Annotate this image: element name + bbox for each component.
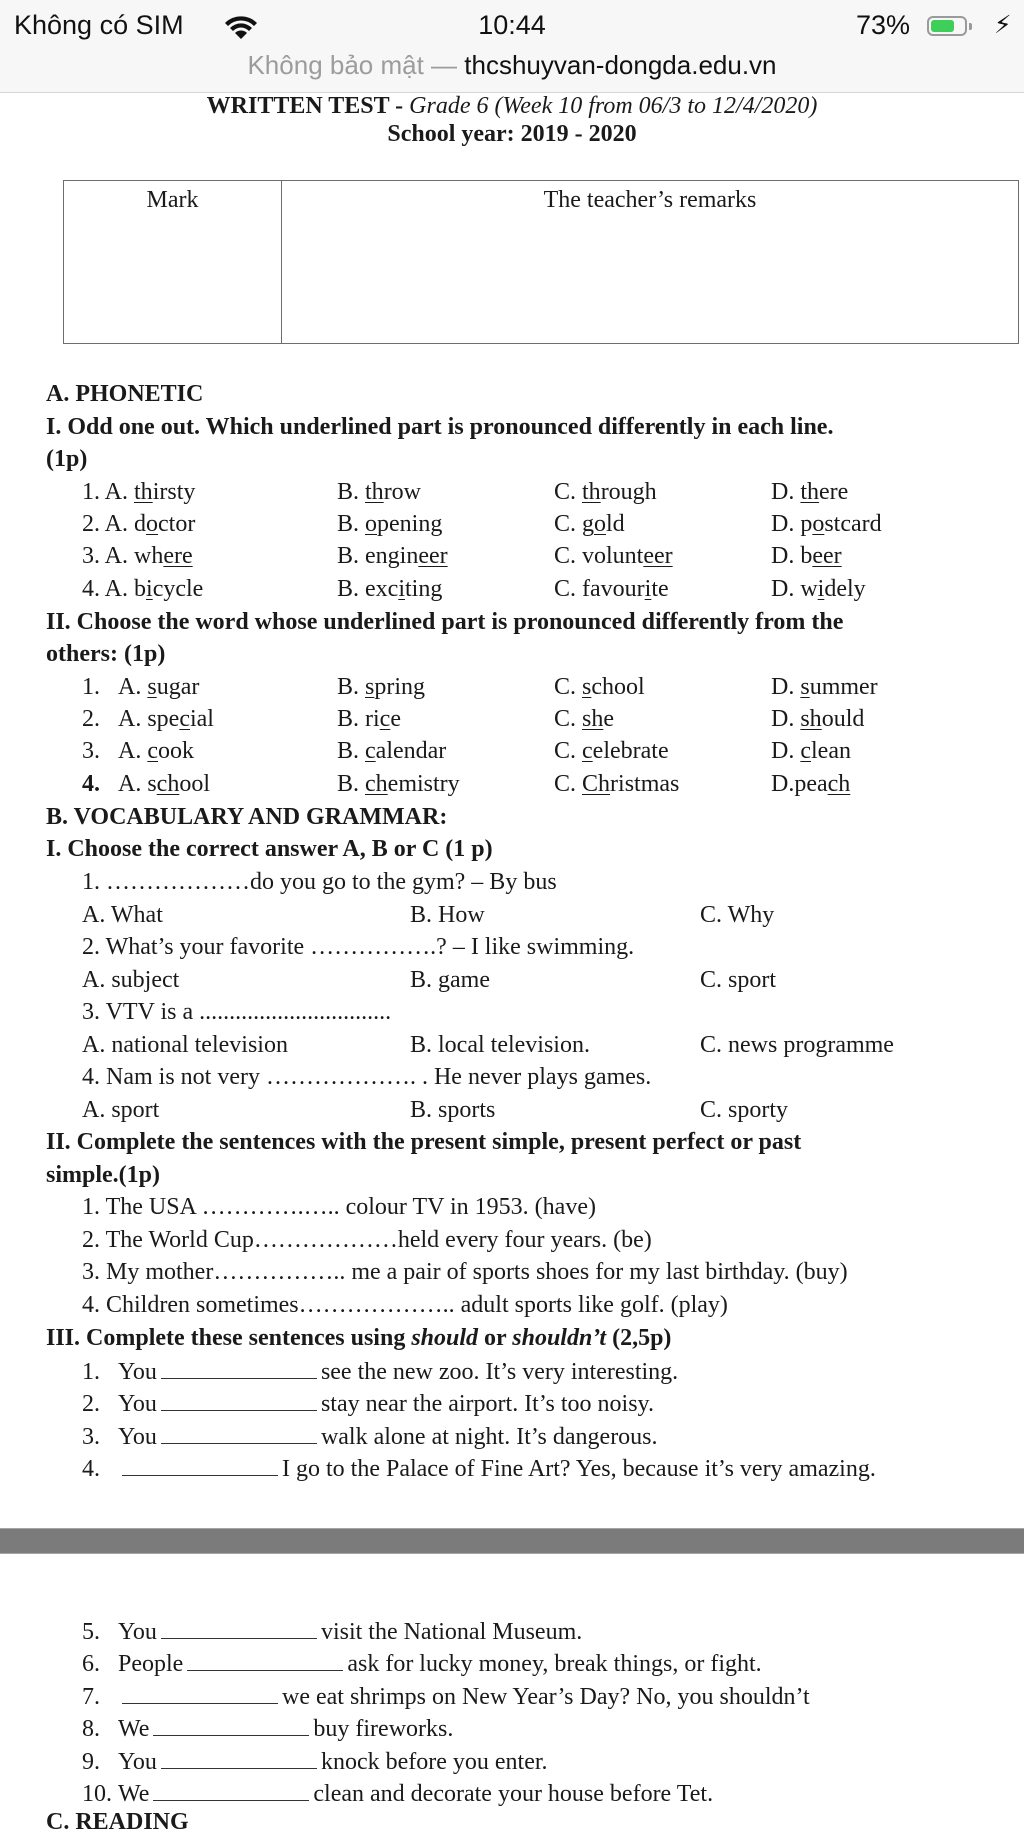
option-word-pre: B.: [337, 674, 366, 700]
option-word-underlined: ch: [365, 771, 388, 797]
answer-option[interactable]: B. sports: [410, 1096, 496, 1123]
test-title-bold: WRITTEN TEST -: [206, 93, 410, 119]
option-word: [554, 479, 657, 505]
option-word-underlined: ere: [163, 543, 193, 569]
option-word-pre: C.: [554, 738, 583, 764]
section-b-title: B. VOCABULARY AND GRAMMAR:: [46, 804, 448, 830]
item-text: I go to the Palace of Fine Art? Yes, because it’s very amazing.: [282, 1456, 876, 1482]
page-break-separator: [0, 1528, 1024, 1554]
battery-percent: 73%: [856, 10, 911, 40]
option-word-underlined: eer: [643, 543, 673, 569]
option-word: [337, 576, 442, 602]
option-word: [771, 738, 851, 764]
option-word-pre: B. engin: [337, 543, 419, 569]
option-word-post: chool: [591, 674, 645, 700]
option-word-underlined: c: [379, 706, 391, 732]
phonetic-option-b: [337, 671, 425, 704]
carrier-label: Không có SIM: [14, 10, 184, 40]
item-text: stay near the airport. It’s too noisy.: [320, 1391, 654, 1417]
option-word: [337, 511, 442, 537]
option-word-underlined: th: [582, 479, 601, 505]
part-b2-heading: II. Complete the sentences with the present simple, present perfect or past: [46, 1129, 802, 1155]
question-number: 4.: [82, 771, 100, 797]
part-a2-heading-points: others: (1p): [46, 641, 166, 667]
option-word: [771, 706, 864, 732]
item-number: 4.: [82, 1456, 100, 1482]
phonetic-option-c: [554, 573, 669, 606]
part-a1-heading: I. Odd one out. Which underlined part is pronounced differently in each line.: [46, 414, 834, 440]
charging-bolt-icon: ⚡︎: [994, 11, 1012, 39]
phonetic-option-b: [337, 573, 442, 606]
option-word-pre: D. b: [771, 543, 813, 569]
part-b3-heading: [46, 1322, 671, 1355]
tense-item: 3. My mother…………….. me a pair of sports shoes for my last birthday. (buy): [82, 1259, 848, 1285]
option-word: [771, 543, 842, 569]
option-word-post: ere: [819, 479, 849, 505]
option-word-post: dely: [824, 576, 866, 602]
phonetic-option-a: [82, 735, 194, 768]
option-word-underlined: i: [644, 576, 652, 602]
part-b3-heading-should: should: [411, 1325, 479, 1351]
question-text: 1. ………………do you go to the gym? – By bus: [82, 869, 557, 895]
option-word-post: ook: [158, 738, 194, 764]
phonetic-option-a: [82, 508, 195, 541]
should-item: [82, 1419, 658, 1454]
answer-blank[interactable]: [161, 1419, 317, 1444]
answer-option[interactable]: A. national television: [82, 1031, 288, 1058]
option-word-underlined: sh: [800, 706, 822, 732]
phonetic-option-c: [554, 476, 657, 509]
item-text: knock before you enter.: [320, 1749, 548, 1775]
question-text: 2. What’s your favorite …………….? – I like swimming.: [82, 934, 635, 960]
browser-top-bar: [0, 0, 1024, 93]
option-word-underlined: s: [365, 674, 375, 700]
option-word-pre: C.: [554, 706, 583, 732]
answer-option[interactable]: B. How: [410, 901, 485, 928]
option-word-underlined: o: [365, 511, 378, 537]
item-text: walk alone at night. It’s dangerous.: [320, 1424, 658, 1450]
option-word: [337, 479, 421, 505]
option-word-underlined: c: [800, 738, 811, 764]
status-bar: [0, 8, 1024, 44]
option-word: [554, 738, 669, 764]
option-word-underlined: c: [365, 738, 376, 764]
item-text: clean and decorate your house before Tet.: [313, 1781, 714, 1807]
section-a-title: A. PHONETIC: [46, 381, 204, 407]
answer-option[interactable]: C. Why: [700, 901, 775, 928]
option-word-underlined: Ch: [582, 771, 611, 797]
url-host[interactable]: thcshuyvan-dongda.edu.vn: [464, 50, 777, 80]
should-item: [82, 1451, 876, 1486]
option-word-underlined: o: [594, 511, 607, 537]
phonetic-option-d: [771, 476, 848, 509]
option-word-pre: C. favour: [554, 576, 645, 602]
option-word-underlined: o: [146, 511, 159, 537]
option-word: [134, 543, 193, 569]
option-word-post: ld: [606, 511, 625, 537]
phonetic-option-a: [82, 768, 210, 801]
should-item: [82, 1711, 453, 1746]
question-number: 1.: [82, 674, 100, 700]
option-word-post: lean: [811, 738, 851, 764]
phonetic-option-d: [771, 540, 842, 573]
option-word: [771, 479, 848, 505]
phonetic-option-d: [771, 573, 866, 606]
option-word-pre: D. p: [771, 511, 813, 537]
security-label: Không bảo mật —: [247, 50, 458, 80]
option-word-post: ctor: [158, 511, 196, 537]
option-word-pre: d: [134, 511, 147, 537]
item-subject: You: [118, 1619, 157, 1645]
option-word-pre: D.pea: [771, 771, 828, 797]
option-word: [337, 706, 401, 732]
option-word: [554, 706, 614, 732]
option-word-post: rough: [600, 479, 657, 505]
option-word-post: elebrate: [592, 738, 669, 764]
phonetic-option-b: [337, 735, 446, 768]
option-word-post: ould: [821, 706, 865, 732]
question-text: 4. Nam is not very ………………. . He never plays games.: [82, 1064, 652, 1090]
option-word-pre: A.: [118, 738, 148, 764]
option-word: [554, 576, 669, 602]
option-word-pre: B.: [337, 511, 366, 537]
answer-option[interactable]: C. news programme: [700, 1031, 894, 1058]
option-word-pre: B.: [337, 738, 366, 764]
phonetic-option-a: [82, 573, 203, 606]
item-number: 9.: [82, 1749, 100, 1775]
option-word-underlined: eer: [418, 543, 448, 569]
should-item: [82, 1679, 810, 1714]
option-word-post: ristmas: [610, 771, 680, 797]
option-word-post: ummer: [809, 674, 878, 700]
test-title-italic: Grade 6 (Week 10 from 06/3 to 12/4/2020): [409, 93, 818, 119]
question-number: 3.: [82, 738, 100, 764]
clock: 10:44: [478, 10, 546, 40]
phonetic-option-c: [554, 735, 669, 768]
option-word-pre: A. s: [118, 771, 157, 797]
phonetic-option-d: [771, 735, 851, 768]
battery-icon: [927, 16, 967, 36]
option-word-post: ting: [404, 576, 443, 602]
option-word-post: ugar: [156, 674, 200, 700]
option-word-post: e: [390, 706, 401, 732]
item-text: see the new zoo. It’s very interesting.: [320, 1359, 679, 1385]
option-word: [134, 576, 203, 602]
option-word: [554, 674, 645, 700]
phonetic-option-a: [82, 671, 199, 704]
option-word-pre: C.: [554, 479, 583, 505]
option-word-pre: D.: [771, 706, 801, 732]
answer-option[interactable]: C. sport: [700, 966, 777, 993]
answer-blank[interactable]: [161, 1386, 317, 1411]
item-subject: We: [118, 1716, 150, 1742]
item-subject: You: [118, 1391, 157, 1417]
option-word-pre: D. w: [771, 576, 818, 602]
option-word-underlined: i: [817, 576, 825, 602]
item-number: 10.: [82, 1781, 112, 1807]
option-word: [337, 543, 448, 569]
part-b3-heading-or: or: [478, 1325, 513, 1351]
option-word-post: e: [603, 706, 615, 732]
option-word-underlined: th: [800, 479, 820, 505]
answer-option[interactable]: A. What: [82, 901, 163, 928]
option-word-underlined: eer: [812, 543, 842, 569]
option-word-post: row: [383, 479, 422, 505]
option-word: [134, 479, 195, 505]
teacher-remarks-cell: The teacher’s remarks: [282, 181, 1019, 344]
should-item: [82, 1614, 582, 1649]
phonetic-option-b: [337, 540, 448, 573]
item-subject: We: [118, 1781, 150, 1807]
option-word-post: emistry: [387, 771, 460, 797]
option-word-pre: C.: [554, 771, 583, 797]
phonetic-option-c: [554, 671, 645, 704]
battery-fill: [931, 20, 954, 32]
option-word-pre: wh: [134, 543, 164, 569]
phonetic-option-a: [82, 476, 195, 509]
answer-blank[interactable]: [161, 1614, 317, 1639]
answer-option[interactable]: A. subject: [82, 966, 180, 993]
part-b2-heading-points: simple.(1p): [46, 1162, 160, 1188]
option-word: [337, 771, 460, 797]
item-number: 8.: [82, 1716, 100, 1742]
option-word-underlined: c: [582, 738, 593, 764]
item-number: 1.: [82, 1359, 100, 1385]
question-text: 3. VTV is a ................................: [82, 999, 392, 1025]
option-word: [771, 576, 866, 602]
option-word-post: ial: [189, 706, 214, 732]
item-text: visit the National Museum.: [320, 1619, 583, 1645]
item-subject: You: [118, 1424, 157, 1450]
part-b3-heading-post: (2,5p): [606, 1325, 672, 1351]
phonetic-option-b: [337, 508, 442, 541]
option-word-post: irsty: [152, 479, 196, 505]
question-number: 2. A.: [82, 511, 135, 537]
item-subject: You: [118, 1749, 157, 1775]
option-word-post: pening: [377, 511, 443, 537]
option-word-underlined: c: [179, 706, 190, 732]
phonetic-option-d: [771, 703, 864, 736]
option-word-underlined: s: [800, 674, 810, 700]
phonetic-option-b: [337, 768, 460, 801]
option-word-underlined: i: [398, 576, 405, 602]
option-word-post: stcard: [824, 511, 882, 537]
item-number: 3.: [82, 1424, 100, 1450]
option-word-pre: b: [134, 576, 147, 602]
option-word: [118, 706, 214, 732]
part-b3-heading-shouldnt: shouldn’t: [512, 1325, 607, 1351]
option-word-post: alendar: [375, 738, 447, 764]
phonetic-option-d: [771, 768, 850, 801]
phonetic-option-a: [82, 703, 214, 736]
option-word-underlined: s: [147, 674, 157, 700]
option-word-pre: B.: [337, 479, 366, 505]
option-word: [771, 511, 882, 537]
option-word-pre: B. ri: [337, 706, 380, 732]
option-word-pre: C. volunt: [554, 543, 644, 569]
option-word: [118, 738, 194, 764]
option-word-underlined: th: [365, 479, 384, 505]
phonetic-option-d: [771, 508, 882, 541]
answer-blank[interactable]: [122, 1451, 278, 1476]
option-word-underlined: i: [146, 576, 153, 602]
section-c-title: C. READING: [46, 1809, 189, 1835]
option-word: [337, 738, 446, 764]
url-bar[interactable]: [0, 50, 1024, 81]
question-number: 2.: [82, 706, 100, 732]
option-word: [771, 771, 850, 797]
option-word: [337, 674, 425, 700]
option-word: [134, 511, 195, 537]
phonetic-option-c: [554, 508, 625, 541]
item-text: buy fireworks.: [313, 1716, 454, 1742]
option-word-post: ool: [179, 771, 210, 797]
option-word-underlined: ch: [156, 771, 180, 797]
should-item: [82, 1386, 654, 1421]
option-word: [554, 771, 679, 797]
answer-blank[interactable]: [153, 1776, 309, 1801]
answer-blank[interactable]: [187, 1646, 343, 1671]
option-word-pre: A. spe: [118, 706, 180, 732]
phonetic-option-b: [337, 476, 421, 509]
item-number: 2.: [82, 1391, 100, 1417]
answer-blank[interactable]: [153, 1711, 309, 1736]
option-word: [554, 543, 673, 569]
phonetic-option-b: [337, 703, 401, 736]
option-word-underlined: c: [147, 738, 158, 764]
question-number: 4. A.: [82, 576, 135, 602]
item-subject: People: [118, 1651, 184, 1677]
option-word-post: te: [651, 576, 669, 602]
option-word-post: cycle: [152, 576, 204, 602]
option-word-underlined: ch: [827, 771, 851, 797]
item-subject: You: [118, 1359, 157, 1385]
part-a2-heading: II. Choose the word whose underlined part is pronounced differently from the: [46, 609, 844, 635]
option-word-underlined: th: [134, 479, 153, 505]
answer-blank[interactable]: [161, 1354, 317, 1379]
phonetic-option-a: [82, 540, 193, 573]
option-word-underlined: o: [812, 511, 825, 537]
option-word: [118, 674, 199, 700]
battery-nub: [969, 23, 972, 30]
part-b1-heading: I. Choose the correct answer A, B or C (1 p): [46, 836, 493, 862]
should-item: [82, 1744, 548, 1779]
marks-table: [63, 180, 1019, 344]
option-word-underlined: sh: [582, 706, 604, 732]
phonetic-option-c: [554, 540, 673, 573]
should-item: [82, 1646, 762, 1681]
phonetic-option-c: [554, 768, 679, 801]
option-word-pre: D.: [771, 674, 801, 700]
option-word-pre: C.: [554, 674, 583, 700]
tense-item: 2. The World Cup………………held every four years. (be): [82, 1226, 652, 1253]
option-word-post: pring: [374, 674, 426, 700]
item-number: 5.: [82, 1619, 100, 1645]
answer-option[interactable]: B. game: [410, 966, 490, 993]
school-year: School year: 2019 - 2020: [387, 121, 637, 147]
option-word-pre: C. g: [554, 511, 595, 537]
item-text: we eat shrimps on New Year’s Day? No, you shouldn’t: [282, 1684, 810, 1710]
option-word-underlined: s: [582, 674, 592, 700]
option-word: [118, 771, 210, 797]
tense-item: 4. Children sometimes……………….. adult sports like golf. (play): [82, 1291, 728, 1318]
question-number: 1. A.: [82, 479, 135, 505]
answer-option[interactable]: B. local television.: [410, 1031, 590, 1058]
part-a1-heading-points: (1p): [46, 446, 88, 472]
option-word-pre: B. exc: [337, 576, 399, 602]
option-word-pre: D.: [771, 479, 801, 505]
answer-blank[interactable]: [122, 1679, 278, 1704]
answer-option[interactable]: C. sporty: [700, 1096, 789, 1123]
should-item: [82, 1354, 678, 1389]
mark-cell: Mark: [64, 181, 282, 344]
phonetic-option-c: [554, 703, 614, 736]
option-word: [554, 511, 625, 537]
option-word-pre: D.: [771, 738, 801, 764]
option-word-pre: A.: [118, 674, 148, 700]
part-b3-heading-pre: III. Complete these sentences using: [46, 1325, 412, 1351]
tense-item: 1. The USA ………….….. colour TV in 1953. (have): [82, 1194, 596, 1220]
phonetic-option-d: [771, 671, 878, 704]
item-number: 6.: [82, 1651, 100, 1677]
question-number: 3. A.: [82, 543, 135, 569]
test-title: [0, 93, 1024, 119]
item-number: 7.: [82, 1684, 100, 1710]
answer-option[interactable]: A. sport: [82, 1096, 160, 1123]
option-word-pre: B.: [337, 771, 366, 797]
answer-blank[interactable]: [161, 1744, 317, 1769]
item-text: ask for lucky money, break things, or fight.: [347, 1651, 762, 1677]
option-word: [771, 674, 878, 700]
